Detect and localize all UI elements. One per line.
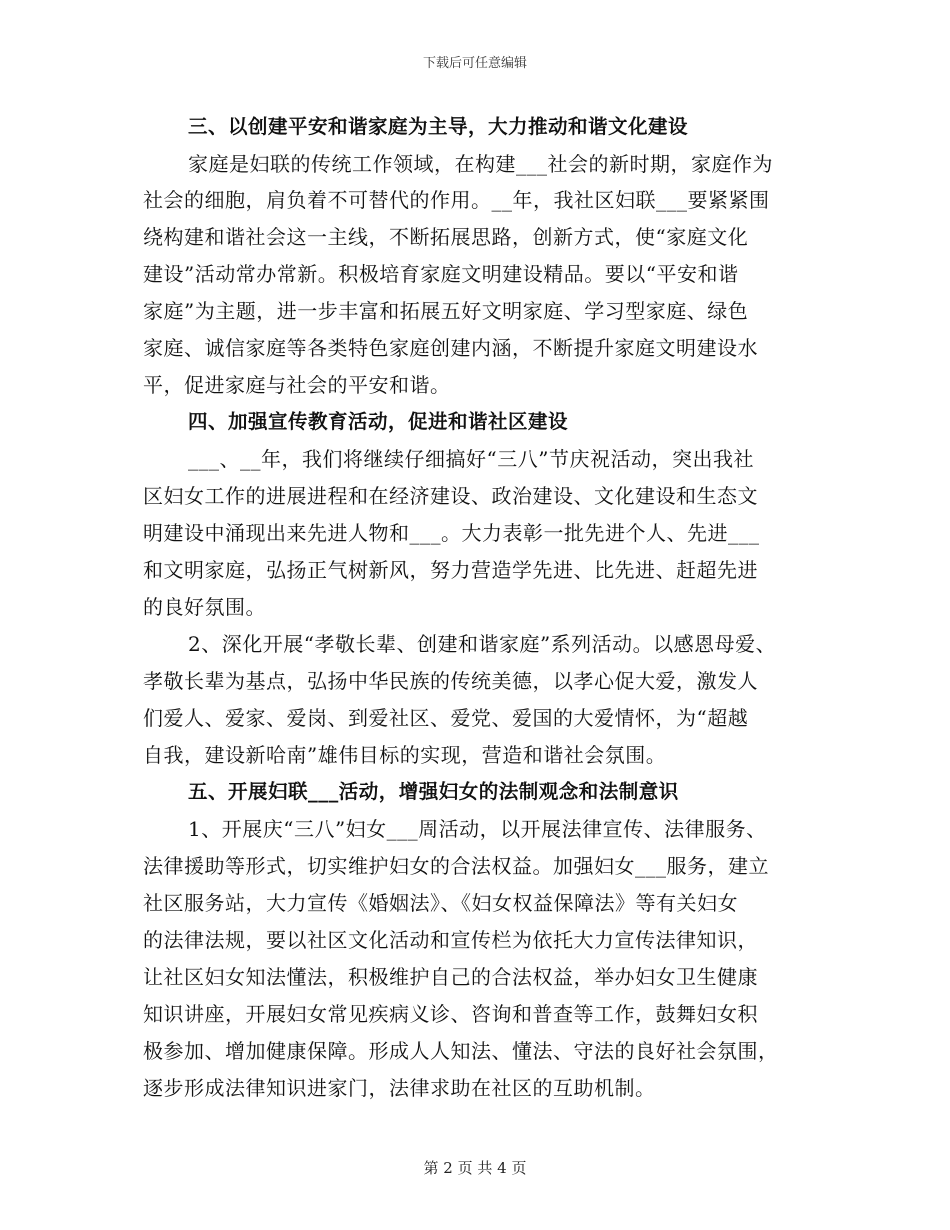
paragraph-line: 法律援助等形式，切实维护妇女的合法权益。加强妇女___服务，建立 — [143, 854, 769, 878]
paragraph-line: 2、深化开展“孝敬长辈、创建和谐家庭”系列活动。以感恩母爱、 — [188, 632, 777, 656]
paragraph-line: 的法律法规，要以社区文化活动和宣传栏为依托大力宣传法律知识， — [143, 928, 758, 952]
paragraph-line: 们爱人、爱家、爱岗、到爱社区、爱党、爱国的大爱情怀，为“超越 — [143, 706, 749, 730]
paragraph-line: 1、开展庆“三八”妇女___周活动，以开展法律宣传、法律服务、 — [188, 817, 767, 841]
paragraph-line: 自我，建设新哈南”雄伟目标的实现，营造和谐社会氛围。 — [143, 743, 667, 767]
paragraph-line: 和文明家庭，弘扬正气树新风，努力营造学先进、比先进、赶超先进 — [143, 558, 758, 582]
section-heading-4: 四、加强宣传教育活动，促进和谐社区建设 — [188, 410, 569, 433]
paragraph-line: 区妇女工作的进展进程和在经济建设、政治建设、文化建设和生态文 — [143, 484, 758, 508]
section-heading-3: 三、以创建平安和谐家庭为主导，大力推动和谐文化建设 — [188, 115, 689, 138]
paragraph-line: 建设”活动常办常新。积极培育家庭文明建设精品。要以“平安和谐 — [143, 262, 739, 286]
section-heading-5: 五、开展妇联___活动，增强妇女的法制观念和法制意识 — [188, 780, 679, 803]
paragraph-line: 平，促进家庭与社会的平安和谐。 — [143, 373, 451, 397]
paragraph-line: 社会的细胞，肩负着不可替代的作用。__年，我社区妇联___要紧紧围 — [143, 188, 770, 212]
paragraph-line: 的良好氛围。 — [143, 595, 266, 619]
paragraph-line: 孝敬长辈为基点，弘扬中华民族的传统美德，以孝心促大爱，激发人 — [143, 669, 758, 693]
paragraph-line: 极参加、增加健康保障。形成人人知法、懂法、守法的良好社会氛围， — [143, 1039, 779, 1063]
paragraph-line: 家庭、诚信家庭等各类特色家庭创建内涵，不断提升家庭文明建设水 — [143, 336, 758, 360]
header-note: 下载后可任意编辑 — [422, 56, 527, 71]
paragraph-line: 绕构建和谐社会这一主线，不断拓展思路，创新方式，使“家庭文化 — [143, 225, 749, 249]
paragraph-line: 知识讲座，开展妇女常见疾病义诊、咨询和普查等工作，鼓舞妇女积 — [143, 1002, 758, 1026]
paragraph-line: 家庭”为主题，进一步丰富和拓展五好文明家庭、学习型家庭、绿色 — [143, 299, 749, 323]
page-indicator: 第 2 页 共 4 页 — [423, 1159, 527, 1177]
paragraph-line: 明建设中涌现出来先进人物和___。大力表彰一批先进个人、先进___ — [143, 521, 760, 545]
paragraph-line: 社区服务站，大力宣传《婚姻法》、《妇女权益保障法》等有关妇女 — [143, 891, 738, 915]
paragraph-line: 家庭是妇联的传统工作领域，在构建___社会的新时期，家庭作为 — [188, 152, 773, 176]
paragraph-line: 让社区妇女知法懂法，积极维护自己的合法权益，举办妇女卫生健康 — [143, 965, 758, 989]
paragraph-line: 逐步形成法律知识进家门，法律求助在社区的互助机制。 — [143, 1076, 656, 1100]
paragraph-line: ___、__年，我们将继续仔细搞好“三八”节庆祝活动，突出我社 — [188, 447, 754, 471]
